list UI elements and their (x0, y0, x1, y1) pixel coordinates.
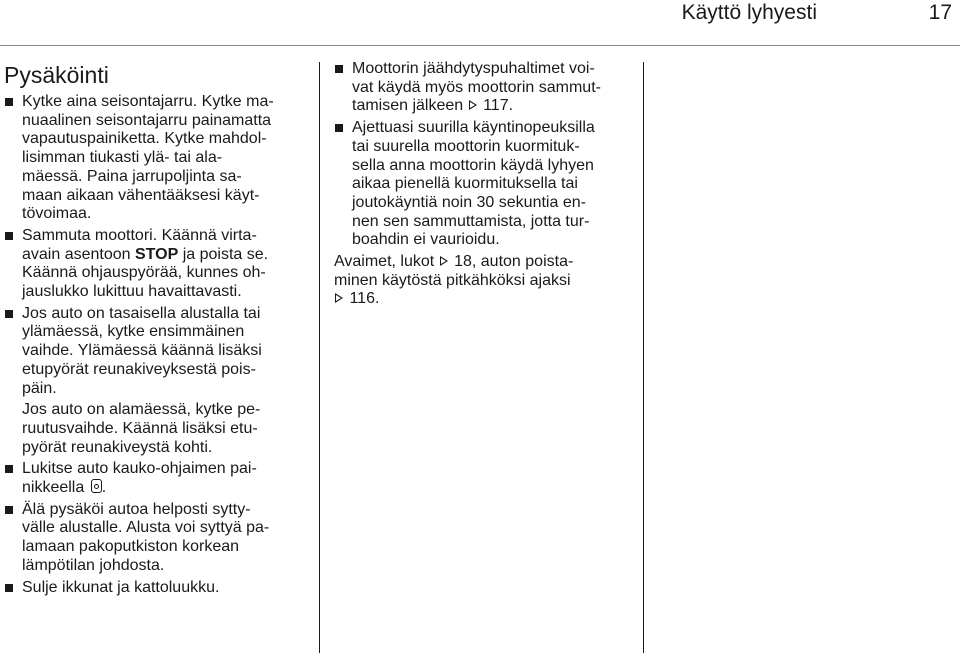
list-item (334, 60, 634, 116)
paragraph: Jos auto on alamäessä, kytke pe- ruutusvaihde. Käännä lisäksi etu- pyörät reunakiveystä kohti. (22, 401, 261, 456)
item-text: Ajettuasi suurilla käyntinopeuksilla tai suurella moottorin kuormituk- sella anna moottorin käydä lyhyen aikaa pienellä kuormituksella tai joutokäyntiä noin 30 sekuntia en- nen sen sammuttamista, jotta tur- boahdin ei vaurioidu. (352, 119, 595, 249)
bullet-icon (5, 98, 13, 106)
list-item (4, 305, 304, 399)
parking-list-continued (4, 460, 304, 597)
bullet-icon (5, 506, 13, 514)
bullet-icon (5, 584, 13, 592)
header-section-title: Käyttö lyhyesti (681, 1, 817, 24)
right-column (334, 60, 634, 309)
list-item (4, 579, 304, 598)
page-reference-link: 116. (349, 290, 380, 308)
bullet-icon (335, 124, 343, 132)
page-reference-icon (335, 293, 343, 303)
item-text: Moottorin jäähdytyspuhaltimet voi- vat käydä myös moottorin sammut- tamisen jälkeen 117. (352, 60, 601, 115)
list-item (4, 93, 304, 224)
column-divider-right (643, 62, 644, 653)
section-title: Pysäköinti (4, 62, 109, 88)
page-reference-icon (440, 256, 448, 266)
list-item (4, 501, 304, 576)
list-item (334, 119, 634, 250)
lock-button-icon (91, 479, 102, 493)
list-item (4, 227, 304, 302)
stop-position-label: STOP (134, 245, 179, 263)
engine-notes-list (334, 60, 634, 250)
bullet-icon (335, 65, 343, 73)
bullet-icon (5, 232, 13, 240)
left-column (4, 60, 304, 600)
item-text: Jos auto on tasaisella alustalla tai ylämäessä, kytke ensimmäinen vaihde. Ylämäessä käännä lisäksi etupyörät reunakiveyksestä pois- päin. (22, 304, 262, 397)
bullet-icon (5, 465, 13, 473)
item-text: Sulje ikkunat ja kattoluukku. (22, 578, 220, 596)
page-reference-icon (469, 100, 477, 110)
item-text: Älä pysäköi autoa helposti sytty- välle alustalle. Alusta voi syttyä pa- lamaan pakoputkiston korkean lämpötilan johdosta. (22, 500, 270, 574)
list-item (4, 460, 304, 497)
parking-list (4, 93, 304, 398)
bullet-icon (5, 310, 13, 318)
item-text: Kytke aina seisontajarru. Kytke ma- nuaalinen seisontajarru painamatta vapautuspainiketta. Kytke mahdol- lisimman tiukasti ylä- tai ala- mäessä. Paina jarrupoljinta sa- maan aikaan vähentääksesi käyt- tövoimaa. (22, 93, 274, 223)
page-reference-link: 117. (483, 97, 514, 115)
page-number: 17 (928, 1, 952, 24)
cross-reference-paragraph: Avaimet, lukot 18, auton poista- minen käytöstä pitkähköksi ajaksi 116. (334, 253, 574, 308)
column-divider (319, 62, 320, 653)
item-text: Sammuta moottori. Käännä virta- avain asentoon STOP ja poista se. Käännä ohjauspyörää, kunnes oh- jauslukko lukittuu havaittavasti. (22, 226, 269, 301)
page-reference-link: 18, auton poista- (454, 253, 574, 271)
item-text: Lukitse auto kauko-ohjaimen pai- nikkeella . (22, 460, 257, 497)
header-rule (0, 45, 960, 46)
